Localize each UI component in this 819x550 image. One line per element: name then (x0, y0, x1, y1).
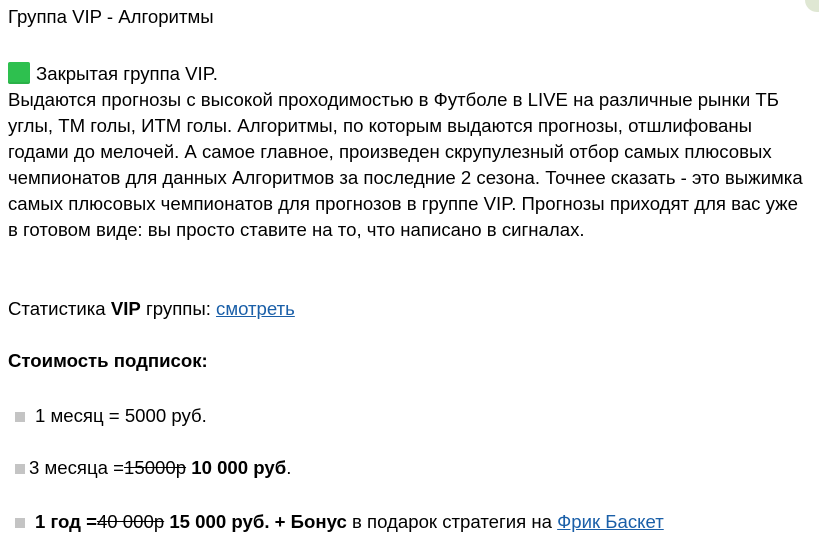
plan-3-prefix: 1 год = (35, 511, 97, 532)
stats-line (8, 296, 295, 322)
plan-2-suffix: . (286, 457, 292, 478)
stats-link[interactable]: смотреть (216, 298, 295, 319)
green-square-icon (8, 62, 30, 84)
stats-bold: VIP (110, 298, 141, 319)
plan-3-link[interactable]: Фрик Баскет (557, 511, 664, 532)
plan-3-new-price: 15 000 руб. + Бонус (164, 511, 347, 532)
white-square-icon (15, 412, 25, 422)
pricing-heading: Стоимость подписок: (8, 350, 208, 371)
plan-2-old-price: 15000р (124, 457, 187, 478)
plan-3-months (8, 455, 291, 481)
plan-2-prefix: 3 месяца = (29, 457, 125, 478)
bubble-tail (805, 0, 819, 12)
stats-prefix: Статистика (8, 298, 111, 319)
description-text: Выдаются прогнозы с высокой проходимостью в Футболе в LIVE на различные рынки ТБ углы, ТМ голы, ИТМ голы. Алгоритмы, по которым выдаются прогнозы, отшлифованы годами до мелочей. А самое главное, произведен скрупулезный отбор самых плюсовых чемпионатов для данных Алгоритмов за последние 2 сезона. Точнее сказать - это выжимка самых плюсовых чемпионатов для прогнозов в группе VIP. Прогнозы приходят для вас уже в готовом виде: вы просто ставите на то, что написано в сигналах. (8, 89, 803, 240)
message-title: Группа VIP - Алгоритмы (8, 6, 214, 27)
plan-1-month (8, 403, 207, 429)
stats-suffix: группы: (140, 298, 217, 319)
plan-3-old-price: 40 000р (96, 511, 165, 532)
plan-1-year (8, 509, 664, 535)
white-square-icon (15, 464, 25, 474)
section-heading-text: Закрытая группа VIP. (36, 63, 218, 84)
white-square-icon (15, 518, 25, 528)
plan-1-text: 1 месяц = 5000 руб. (35, 405, 207, 426)
plan-2-new-price: 10 000 руб (186, 457, 287, 478)
section-heading (8, 61, 218, 87)
plan-3-text: в подарок стратегия на (346, 511, 558, 532)
